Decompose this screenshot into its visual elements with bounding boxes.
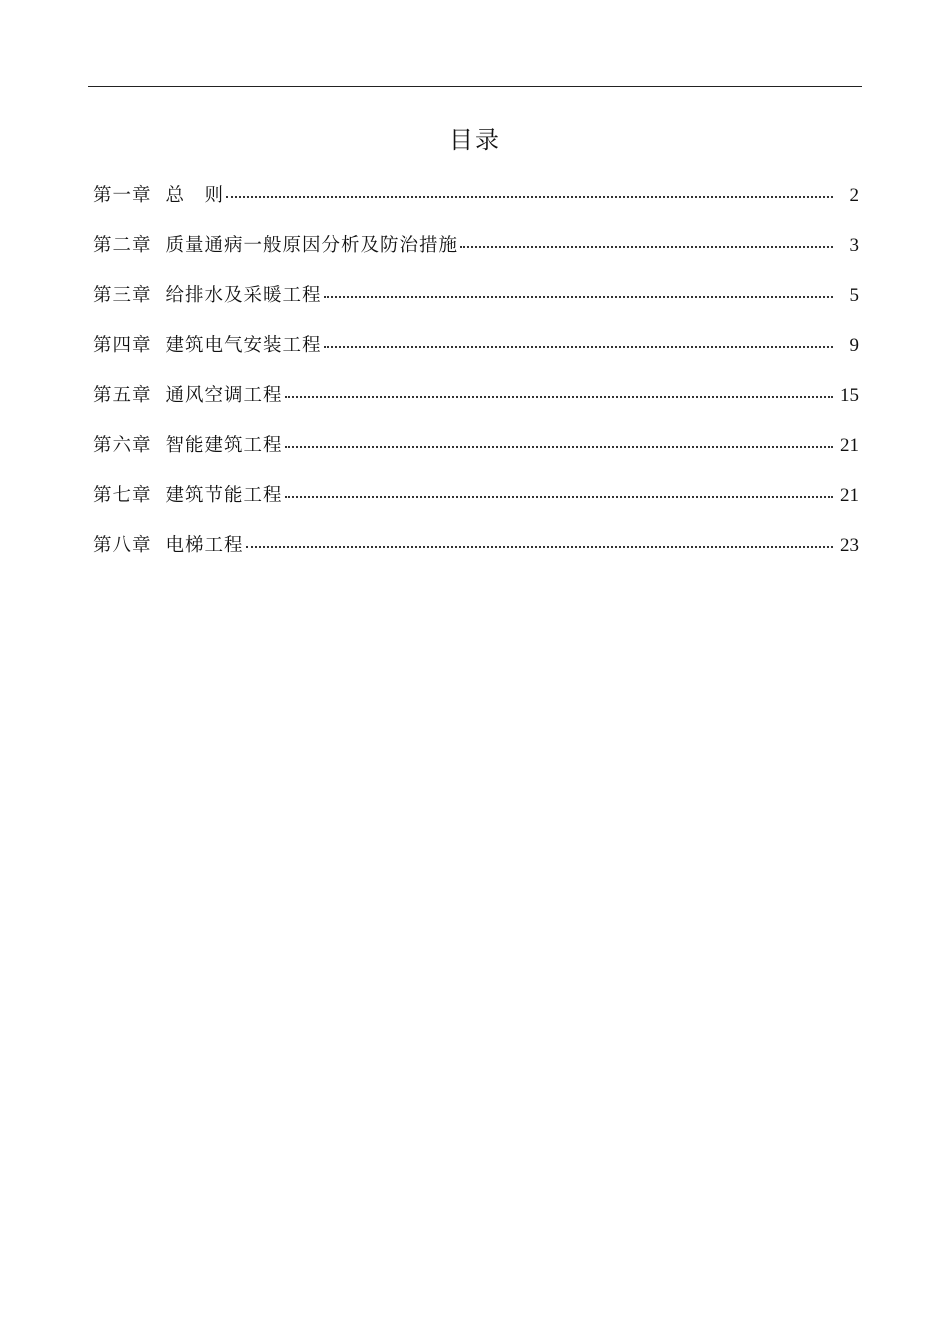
toc-page-number: 15 [840, 385, 859, 406]
toc-chapter-title: 通风空调工程 [165, 385, 283, 406]
toc-entry-chapter-4[interactable] [93, 328, 859, 378]
header-rule [88, 86, 862, 87]
toc-entry-chapter-1[interactable] [93, 178, 859, 228]
toc-dot-leader [285, 396, 833, 398]
toc-entry-chapter-6[interactable] [93, 428, 859, 478]
toc-title: 目录 [449, 126, 501, 154]
toc-chapter-number: 第二章 [93, 235, 152, 256]
toc-chapter-number: 第六章 [93, 435, 152, 456]
toc-chapter-title: 给排水及采暖工程 [165, 285, 322, 306]
toc-chapter-number: 第三章 [93, 285, 152, 306]
toc-chapter-title: 质量通病一般原因分析及防治措施 [165, 235, 459, 256]
toc-entry-chapter-8[interactable] [93, 528, 859, 578]
toc-page-number: 3 [849, 235, 859, 256]
toc-page-number: 9 [849, 335, 859, 356]
toc-chapter-title: 智能建筑工程 [165, 435, 283, 456]
toc-entry-chapter-2[interactable] [93, 228, 859, 278]
toc-entry-chapter-5[interactable] [93, 378, 859, 428]
toc-chapter-title: 电梯工程 [165, 535, 244, 556]
toc-dot-leader [285, 446, 833, 448]
toc-chapter-number: 第四章 [93, 335, 152, 356]
toc-dot-leader [324, 346, 833, 348]
toc-entry-chapter-7[interactable] [93, 478, 859, 528]
toc-dot-leader [246, 546, 833, 548]
toc-chapter-number: 第一章 [93, 185, 152, 206]
toc-page-number: 2 [849, 185, 859, 206]
toc-dot-leader [460, 246, 833, 248]
toc-chapter-number: 第八章 [93, 535, 152, 556]
toc-chapter-number: 第七章 [93, 485, 152, 506]
toc-dot-leader [324, 296, 833, 298]
toc-page-number: 5 [849, 285, 859, 306]
toc-dot-leader [226, 196, 833, 198]
toc-entry-chapter-3[interactable] [93, 278, 859, 328]
toc-page-number: 21 [840, 435, 859, 456]
toc-chapter-title: 建筑电气安装工程 [165, 335, 322, 356]
toc-chapter-title: 总 则 [165, 185, 225, 206]
table-of-contents [93, 178, 859, 578]
toc-page-number: 23 [840, 535, 859, 556]
toc-chapter-number: 第五章 [93, 385, 152, 406]
toc-dot-leader [285, 496, 833, 498]
toc-page-number: 21 [840, 485, 859, 506]
toc-chapter-title: 建筑节能工程 [165, 485, 283, 506]
